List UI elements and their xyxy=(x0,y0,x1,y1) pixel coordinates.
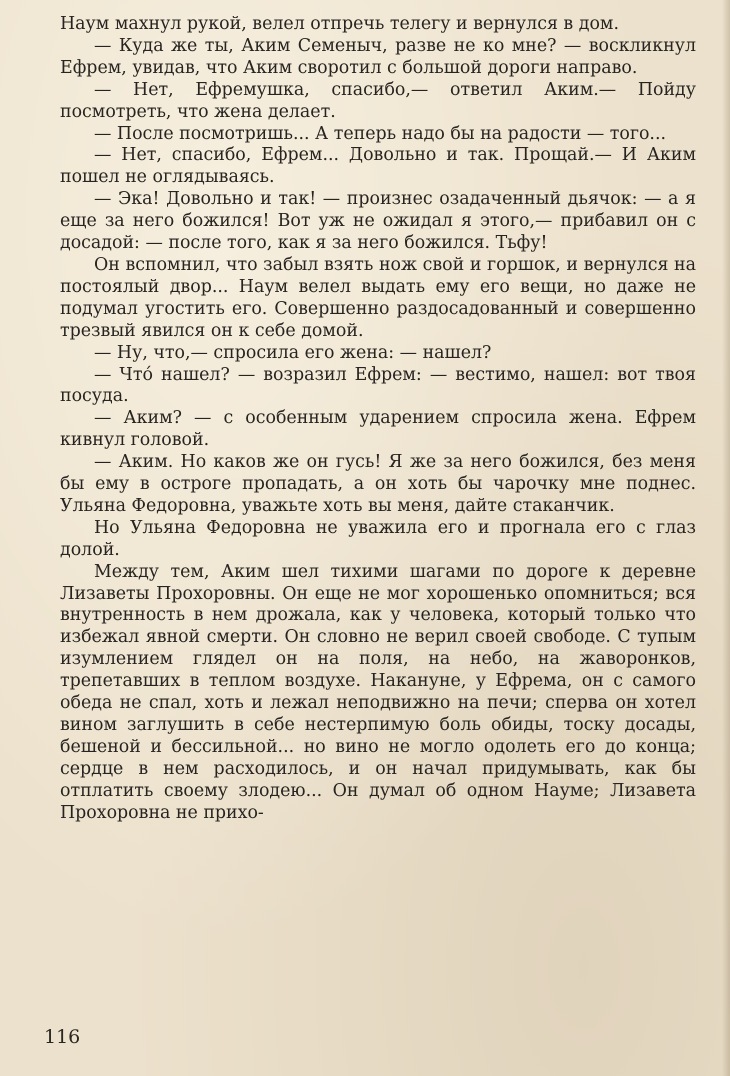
paragraph: Он вспомнил, что забыл взять нож свой и горшок, и вернулся на постоялый двор... Наум велел выдать ему его вещи, но даже не подумал угостить его. Совершенно раздосадованный и совершенно трезвый явился он к себе домой. xyxy=(60,254,696,341)
paragraph: Наум махнул рукой, велел отпречь телегу и вернулся в дом. xyxy=(60,14,619,34)
paragraph: — Что́ нашел? — возразил Ефрем: — вестимо, нашел: вот твоя посуда. xyxy=(60,364,696,407)
paragraph: — Эка! Довольно и так! — произнес озадаченный дьячок: — а я еще за него божился! Вот уж не ожидал я этого,— прибавил он с досадой: — после того, как я за него божился. Тьфу! xyxy=(60,189,696,254)
page-edge-shadow xyxy=(722,0,730,1076)
paragraph: — Аким. Но каков же он гусь! Я же за него божился, без меня бы ему в остроге пропадать, а он хоть бы чарочку мне поднес. Ульяна Федоровна, уважьте хоть вы меня, дайте стаканчик. xyxy=(60,452,696,516)
paragraph: — Аким? — с особенным ударением спросила жена. Ефрем кивнул головой. xyxy=(60,408,696,451)
page-number: 116 xyxy=(44,1026,81,1048)
paragraph: — Ну, что,— спросила его жена: — нашел? xyxy=(94,342,492,363)
paragraph: — Нет, Ефремушка, спасибо,— ответил Аким.— Пойду посмотреть, что жена делает. xyxy=(60,79,696,122)
body-text xyxy=(60,14,696,825)
paragraph: — После посмотришь... А теперь надо бы на радости — того... xyxy=(94,123,666,144)
paragraph: — Куда же ты, Аким Семеныч, разве не ко мне? — воскликнул Ефрем, увидав, что Аким своротил с большой дороги направо. xyxy=(60,35,696,78)
paragraph: Между тем, Аким шел тихими шагами по дороге к деревне Лизаветы Прохоровны. Он еще не мог хорошенько опомниться; вся внутренность в нем дрожала, как у человека, который только что избежал явной смерти. Он словно не верил своей свободе. С тупым изумлением глядел он на поля, на небо, на жаворонков, трепетавших в теплом воздухе. Накануне, у Ефрема, он с самого обеда не спал, хоть и лежал неподвижно на печи; сперва он хотел вином заглушить в себе нестерпимую боль обиды, тоску досады, бешеной и бессильной... но вино не могло одолеть его до конца; сердце в нем расходилось, и он начал придумывать, как бы отплатить своему злодею... Он думал об одном Науме; Лизавета Прохоровна не прихо- xyxy=(60,561,696,823)
paragraph: — Нет, спасибо, Ефрем... Довольно и так. Прощай.— И Аким пошел не оглядываясь. xyxy=(60,145,696,188)
paragraph: Но Ульяна Федоровна не уважила его и прогнала его с глаз долой. xyxy=(60,517,696,560)
